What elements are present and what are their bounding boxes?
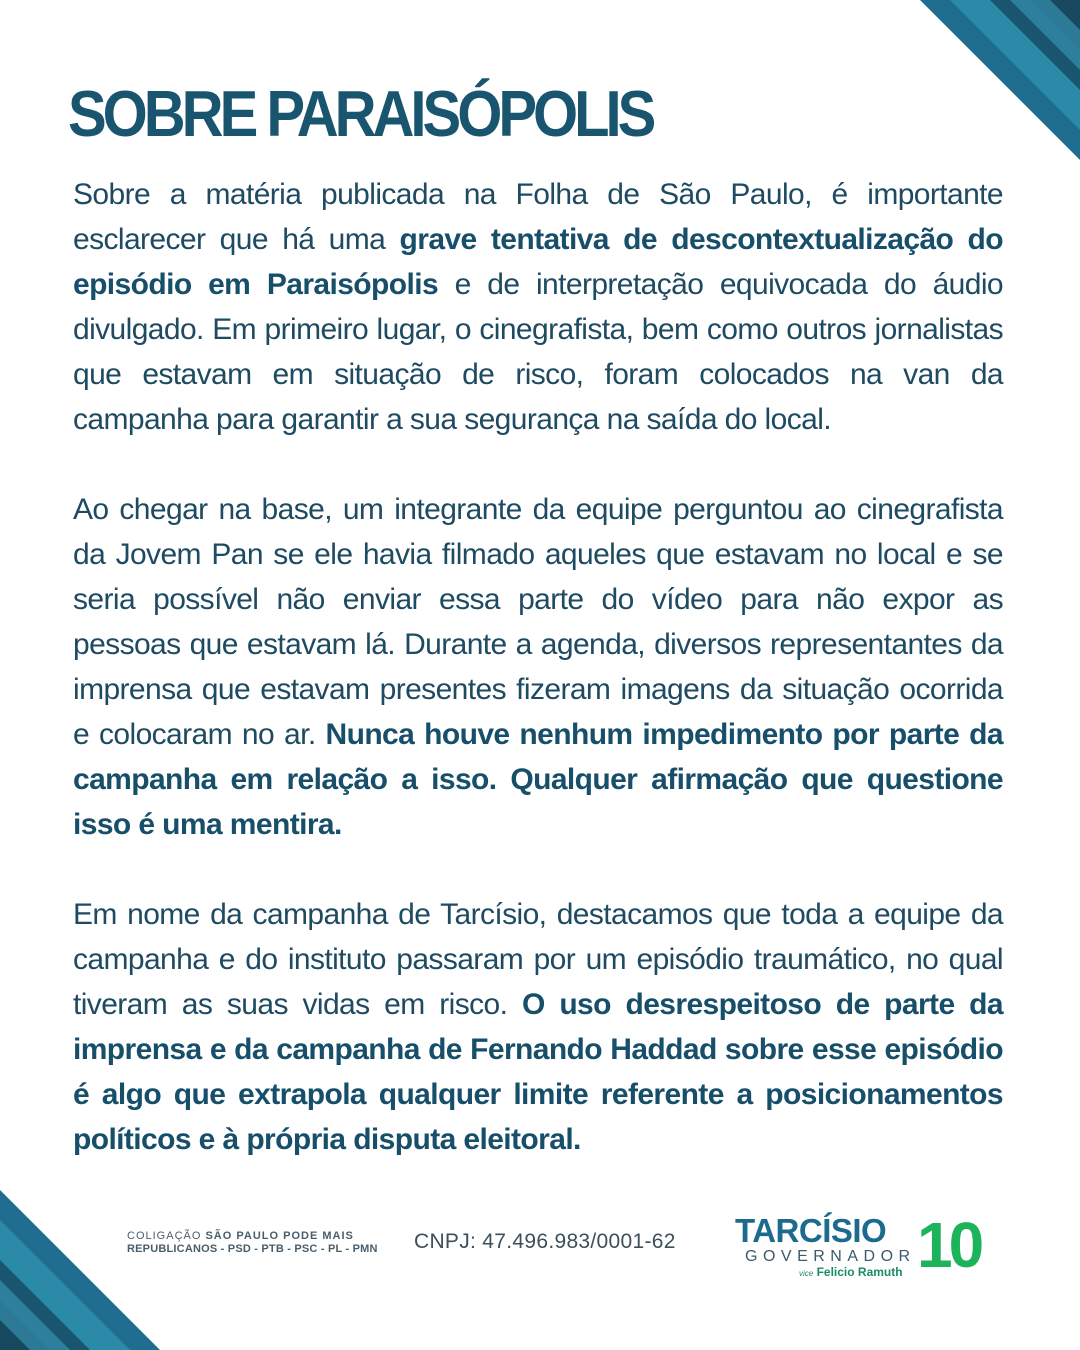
coalition-info <box>127 1230 378 1256</box>
paragraph-2 <box>73 487 1003 847</box>
paragraph-1 <box>73 172 1003 442</box>
logo-vice-name: Felicio Ramuth <box>816 1265 903 1279</box>
cnpj-text: CNPJ: 47.496.983/0001-62 <box>414 1230 676 1253</box>
logo-candidate-number: 10 <box>917 1209 981 1281</box>
paragraph-2-bold-1: Nunca houve nenhum impedimento por parte da campanha em relação a isso. Qualquer afirmação que questione isso é uma mentira. <box>73 718 1003 841</box>
paragraph-1-text-2: e de interpretação equivocada do áudio divulgado. Em primeiro lugar, o cinegrafista, bem como outros jornalistas que estavam em situação de risco, foram colocados na van da campanha para garantir a sua segurança na saída do local. <box>73 268 1003 436</box>
coalition-prefix: COLIGAÇÃO <box>127 1230 202 1242</box>
paragraph-2-text-1: Ao chegar na base, um integrante da equipe perguntou ao cinegrafista da Jovem Pan se ele havia filmado aqueles que estavam no local e se seria possível não enviar essa parte do vídeo para não expor as pessoas que estavam lá. Durante a agenda, diversos representantes da imprensa que estavam presentes fizeram imagens da situação ocorrida e colocaram no ar. <box>73 493 1003 751</box>
logo-vice <box>799 1265 903 1279</box>
bottom-left-corner-decoration <box>0 1190 160 1350</box>
paragraph-3 <box>73 892 1003 1162</box>
paragraph-1-bold-1: grave tentativa de descontextualização do episódio em Paraisópolis <box>73 223 1004 301</box>
coalition-line <box>127 1230 378 1243</box>
top-right-corner-decoration <box>920 0 1080 160</box>
logo-vice-prefix: vice <box>799 1269 814 1278</box>
paragraph-1-text-1: Sobre a matéria publicada na Folha de São Paulo, é importante esclarecer que há uma <box>73 178 1003 256</box>
campaign-logo <box>735 1209 1005 1282</box>
paragraph-3-text-1: Em nome da campanha de Tarcísio, destacamos que toda a equipe da campanha e do instituto passaram por um episódio traumático, no qual tiveram as suas vidas em risco. <box>73 898 1003 1021</box>
logo-role: GOVERNADOR <box>745 1248 916 1265</box>
logo-candidate-name: TARCÍSIO <box>735 1212 887 1249</box>
page-title: SOBRE PARAISÓPOLIS <box>68 77 653 151</box>
paragraph-3-bold-1: O uso desrespeitoso de parte da imprensa e da campanha de Fernando Haddad sobre esse episódio é algo que extrapola qualquer limite referente a posicionamentos políticos e à própria disputa eleitoral. <box>73 988 1003 1156</box>
coalition-parties: REPUBLICANOS - PSD - PTB - PSC - PL - PMN <box>127 1243 378 1255</box>
statement-body <box>73 172 1003 1207</box>
coalition-name: SÃO PAULO PODE MAIS <box>205 1230 354 1242</box>
